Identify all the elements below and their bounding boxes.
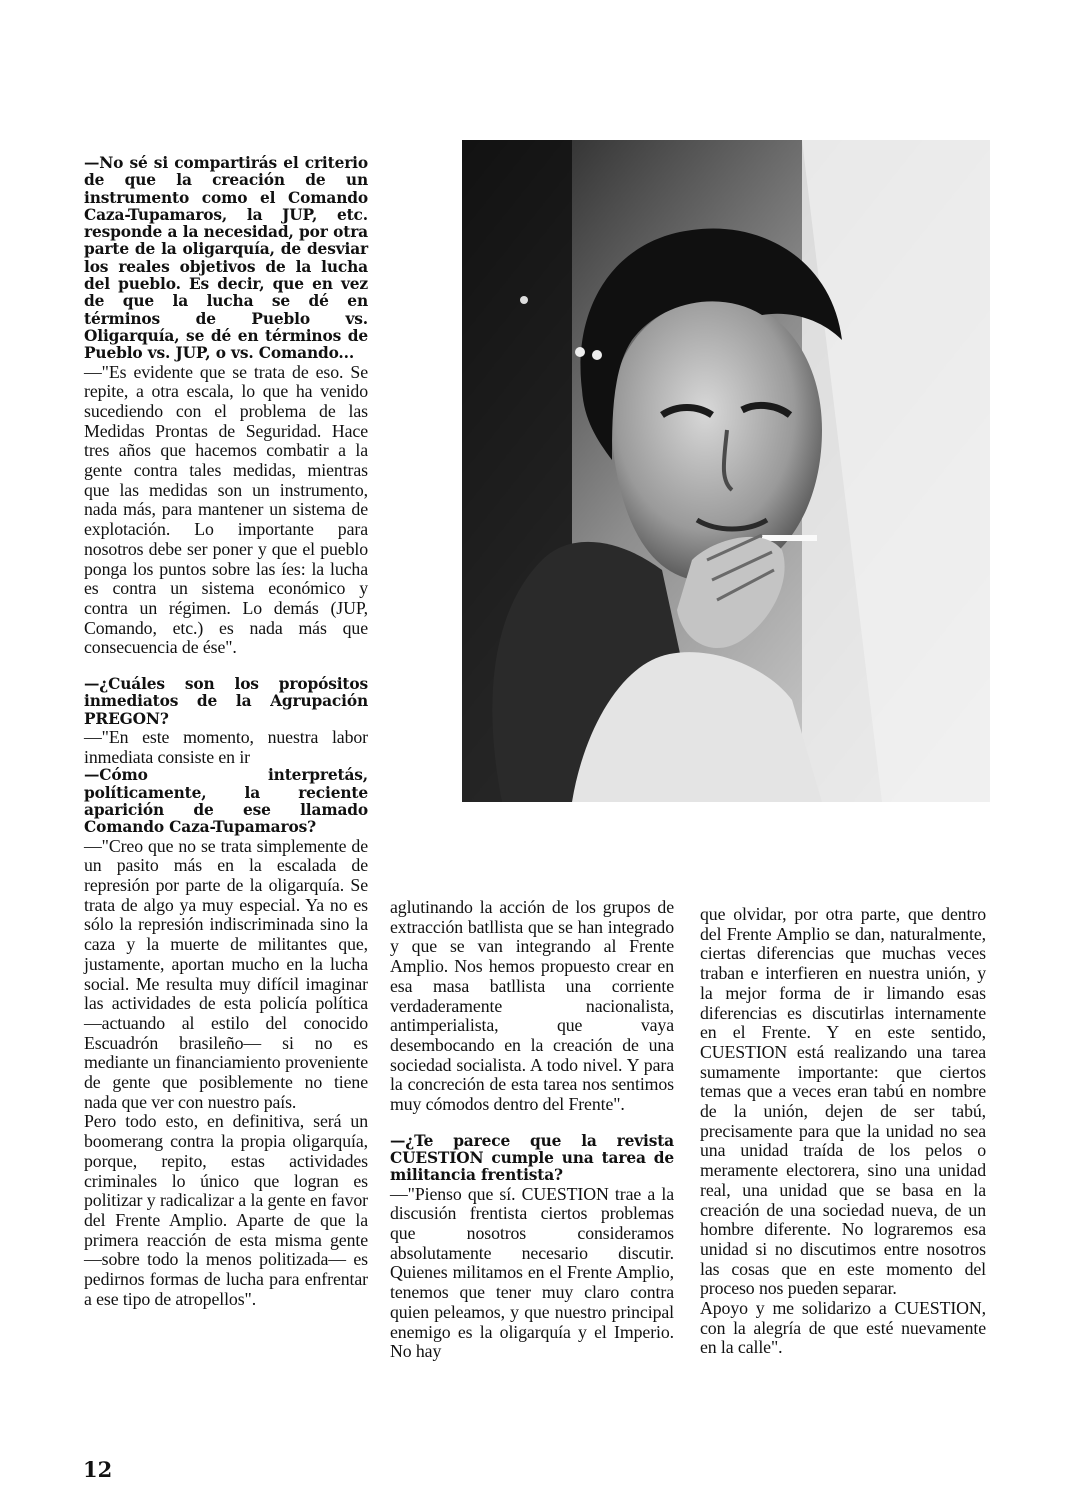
interview-answer: —"Es evidente que se trata de eso. Se repite, a otra escala, lo que ha venido sucediendo con el problema de las Medidas Prontas de Seguridad. Hace tres años que hacemos combatir a la gente contra tales medidas, mientras que las medidas son un instrumento, nada más, para mantener un sistema de explotación. Lo importante para nosotros debe ser poner y que el pueblo ponga los puntos sobre las íes: la lucha es contra un sistema económico y contra un régimen. Lo demás (JUP, Comando, etc.) es nada más que consecuencia de ése". [84, 361, 368, 658]
interview-answer: Pero todo esto, en definitiva, será un boomerang contra la propia oligarquía, porque, repito, estas actividades criminales lo único que logran es politizar y radicalizar a la gente en favor del Frente Amplio. Aparte de que la primera reacción de esta misma gente —sobre todo la menos politizada— es pedirnos formas de lucha para enfrentar a ese tipo de atropellos". [84, 1111, 368, 1309]
article-column-3 [700, 905, 986, 1358]
paragraph-spacer [84, 658, 368, 676]
interview-answer: Apoyo y me solidarizo a CUESTION, con la alegría de que esté nuevamente en la calle". [700, 1298, 986, 1358]
interview-question: —¿Cuáles son los propósitos inmediatos de la Agrupación PREGON? [84, 675, 368, 728]
article-column-2 [390, 898, 674, 1362]
article-column-1 [84, 155, 368, 1309]
page-number: 12 [83, 1457, 113, 1482]
interview-answer: —"Pienso que sí. CUESTION trae a la discusión frentista ciertos problemas que nosotros consideramos absolutamente necesario discutir. Quienes militamos en el Frente Amplio, tenemos que tener muy claro contra quien peleamos, y que nuestro principal enemigo es la oligarquía y el Imperio. No hay [390, 1183, 674, 1362]
interview-answer: que olvidar, por otra parte, que dentro del Frente Amplio se dan, naturalmente, ciertas diferencias que muchas veces traban e interfieren en nuestra unión, y la mejor forma de ir limando esas diferencias es discutirlas internamente en el Frente. Y en este sentido, CUESTION está realizando una tarea sumamente importante: que ciertos temas que a veces eran tabú en nombre de la unión, dejen de ser tabú, precisamente para que la unidad no sea una unidad traída de los pelos o meramente electorera, sino una unidad real, una unidad que se basa en la creación de una sociedad nueva, de un hombre diferente. No lograremos esa unidad si no discutimos entre nosotros las cosas que en este momento del proceso nos pueden separar. [700, 904, 986, 1299]
interview-question: —No sé si compartirás el criterio de que la creación de un instrumento como el Comando Caza-Tupamaros, la JUP, etc. responde a la necesidad, por otra parte de la oligarquía, de desviar los reales objetivos de la lucha del pueblo. Es decir, que en vez de que la lucha se dé en términos de Pueblo vs. Oligarquía, se dé en términos de Pueblo vs. JUP, o vs. Comando... [84, 154, 368, 363]
paragraph-spacer [390, 1115, 674, 1133]
interview-answer: —"En este momento, nuestra labor inmediata consiste en ir [84, 727, 368, 767]
interview-answer: aglutinando la acción de los grupos de extracción batllista que se han integrado y que se van integrando al Frente Amplio. Nos hemos propuesto crear en esa masa batllista una corriente verdaderamente nacionalista, antimperialista, que vaya desembocando en la creación de una sociedad socialista. A todo nivel. Y para la concreción de esta tarea nos sentimos muy cómodos dentro del Frente". [390, 897, 674, 1115]
interview-question: —Cómo interpretás, políticamente, la reciente aparición de ese llamado Comando Caza-Tupamaros? [84, 766, 368, 837]
smoking-man-photo [462, 140, 990, 802]
interview-question: —¿Te parece que la revista CUESTION cumple una tarea de militancia frentista? [390, 1131, 674, 1185]
interview-answer: —"Creo que no se trata simplemente de un pasito más en la escalada de represión por parte de la oligarquía. Se trata de algo ya muy especial. Ya no es sólo la represión indiscriminada sino la caza y la muerte de militantes que, justamente, aportan mucho en la lucha social. Me resulta muy difícil imaginar las actividades de esta policía política —actuando al estilo del conocido Escuadrón brasileño— si no es mediante un financiamiento proveniente de gente que posiblemente no tiene nada que ver con nuestro país. [84, 835, 368, 1112]
